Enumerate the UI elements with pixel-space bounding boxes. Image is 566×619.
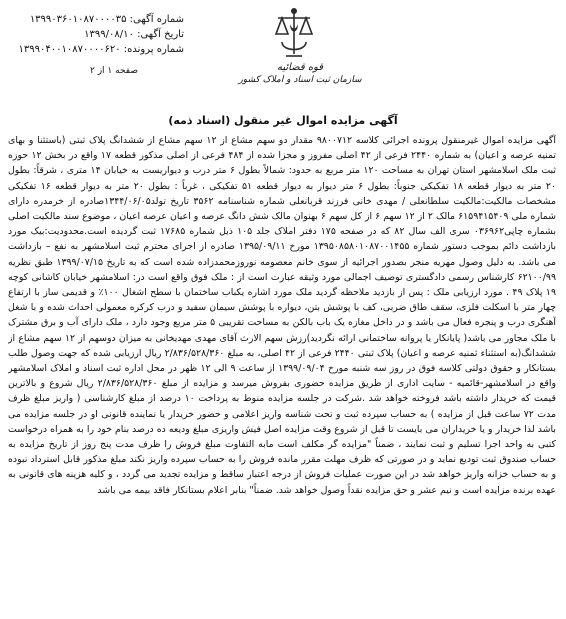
page-indicator: صفحه ۱ از ۲	[90, 66, 138, 76]
org-line-registration: سازمان ثبت اسناد و املاک کشور	[238, 75, 362, 85]
iran-judiciary-emblem-icon	[268, 4, 320, 64]
notice-number: شماره آگهی: ۱۳۹۹۰۳۶۰۱۰۸۷۰۰۰۰۳۵	[29, 14, 184, 25]
organization-name	[200, 62, 400, 86]
org-line-judiciary: قوه قضائیه	[276, 62, 324, 73]
notice-date: تاریخ آگهی: ۱۳۹۹/۰۸/۱۰	[84, 29, 184, 40]
case-number: شماره پرونده: ۱۳۹۹۰۴۰۰۱۰۸۷۰۰۰۰۶۲۰	[18, 44, 184, 55]
document-body: آگهی مزایده اموال غیرمنقول پرونده اجرائی کلاسه ۹۸۰۰۷۱۲ مقدار دو سهم مشاع از ۱۲ سهم مشاع از ششدانگ پلاک ثبتی (باستثنا و بهای تمنیه عرصه و اعیان) به شماره ۲۴۴۰ فرعی از ۴۲ اصلی مفروز و مجزا شده از ۴۸۴ فرعی از اصلی مذکور قطعه ۱۷ واقع در بخش ۱۲ حوزه ثبت ملک اسلامشهر استان تهران به مساحت ۱۲۰ متر مربع به حدود: شمالاً بطول ۶ متر درب و دیواریست به خیابان ۱۴ متری ، شرقاً: بطول ۲۰ متر به دیوار قطعه ۱۸ تفکیکی جنوباً: بطول ۶ متر دیوار به دیوار قطعه ۵۱ تفکیکی ، غرباً : بطول ۲۰ متر به دیوار قطعه ۱۶ تفکیکی مشخصات مالکیت:مالکیت سلطانعلی / مهدی خانی فرزند قربانعلی شماره شناسنامه ۳۵۶۲ تاریخ تولد۱۳۴۴/۰۶/۰۵صادره از خرمدره دارای شماره ملی ۶۱۵۹۴۱۵۴۰۹ مالک ۲ از ۱۲ سهم ۶ از کل سهم ۶ بهنوان مالک شش دانگ عرصه و اعیان عرصه اعیان ، موضوع سند مالکیت اصلی بشماره چاپی۰۳۶۹۶۲ سری الف سال ۸۲ که در صفحه ۱۷۵ دفتر املاک جلد ۱۰۵ ذیل شماره ۱۷۶۸۵ ثبت گردیده است.محدودیت:بیک مورد بازداشت دائم بموجب دستور شماره ۱۳۹۵۰۸۵۸۰۱۰۸۷۰۰۱۴۵۵ مورخ ۱۳۹۵/۰۹/۱۱ صادره از اجرای محترم ثبت اسلامشهر به نفع – بازداشت می باشد. به دلیل وصول مهریه منجر بصدور اجرائیه از سوی خانم معصومه نوروزمحمدزاده شده است که به تاریخ ۱۳۹۹/۰۷/۱۵ طبق نظریه ۶۲۱۰۰/۹۹ کارشناس رسمی دادگستری توصیف اجمالی مورد وثیقه عبارت است از : ملک فوق واقع است در: اسلامشهر خیابان کاشانی کوچه ۱۹ پلاک ۴۹ . مورد ارزیابی ملک : پس از بازدید ملاحظه گردید ملک مورد اشاره یکباب ساختمان با سطح اشغال ۱۰۰٪ و قدیمی ساز با ارتفاع چهار متر با اسکلت فلزی، سقف طاق ضربی، کف با پوشش بتن، دیواره با پوشش سیمان سفید و درب کرکره معمولی احداث شده و با شغل آهنگری درب و پنجره فعال می باشد و در داخل مغازه یک باب بالکن به مساحت تقریبی ۵ متر مربع وجود دارد ، ملک دارای آب و برق مشترک با ملک مجاور می باشد( پایانکار یا پروانه ساختمانی ارائه نگردید)رزش سهم الارث آقای مهدی مهدیخانی به میزان دوسهم از ۱۲ سهم مشاع از ششدانگ(به استثناء ثمنیه عرصه و اعیان) پلاک ثبتی ۲۴۴۰ فرعی از ۴۲ اصلی، به مبلغ ۲/۸۳۶/۵۲۸/۳۶۰ ریال ارزیابی شده که جهت وصول طلب بستانکار و حقوق دولتی کلاسه فوق در روز سه شنبه مورخ ۱۳۹۹/۰۹/۰۴ از ساعت ۹ الی ۱۲ ظهر در محل اداره ثبت اسناد و املاک اسلامشهر واقع در اسلامشهر-قائمیه - سایت اداری از طریق مزایده حضوری بفروش میرسد و مزایده از مبلغ ۲/۸۳۶/۵۲۸/۳۶۰ ریال شروع و بالاترین قیمت که خریدار داشته باشد فروخته خواهد شد .شرکت در جلسه مزایده منوط به پرداخت ۱۰ درصد از مبلغ کارشناسی ( واریز مبلغ ظرف مدت ۷۲ ساعت قبل از مزایده ) به حساب سپرده ثبت و تحت شناسه واریز اعلامی و حضور خریدار یا نماینده قانونی او در جلسه مزایده می باشد لذا خریدار و یا خریداران می بایست تا قبل از شروع وقت مزایده اصل فیش واریزی مبلغ ودیعه ده درصد بنام خود را به همراه درخواست کتبی به واحد اجرا تسلیم و ثبت نمایند ، ضمناً "مزایده گر مکلف است مابه التفاوت مبلغ فروش را ظرف مدت پنج روز از تاریخ مزایده به حساب صندوق ثبت تودیع نماید و در صورتی که ظرف مهلت مقرر مانده فروش را به حساب سپرده واریز نکند مبلغ مذکور قابل استرداد نبوده و به حساب خزانه واریز خواهد شد در این صورت عملیات فروش از درجه اعتبار ساقط و مزایده تجدید می گردد ، و کلیه هزینه های قانونی به عهده برنده مزایده است و نیم عشر و حق مزایده نقداً وصول خواهد شد. ضمناً" بنابر اعلام بستانکار فاقد بیمه می باشد	[8, 135, 556, 496]
document-title: آگهی مزایده اموال غیر منقول (اسناد ذمه)	[168, 114, 398, 127]
notice-meta	[8, 12, 184, 57]
